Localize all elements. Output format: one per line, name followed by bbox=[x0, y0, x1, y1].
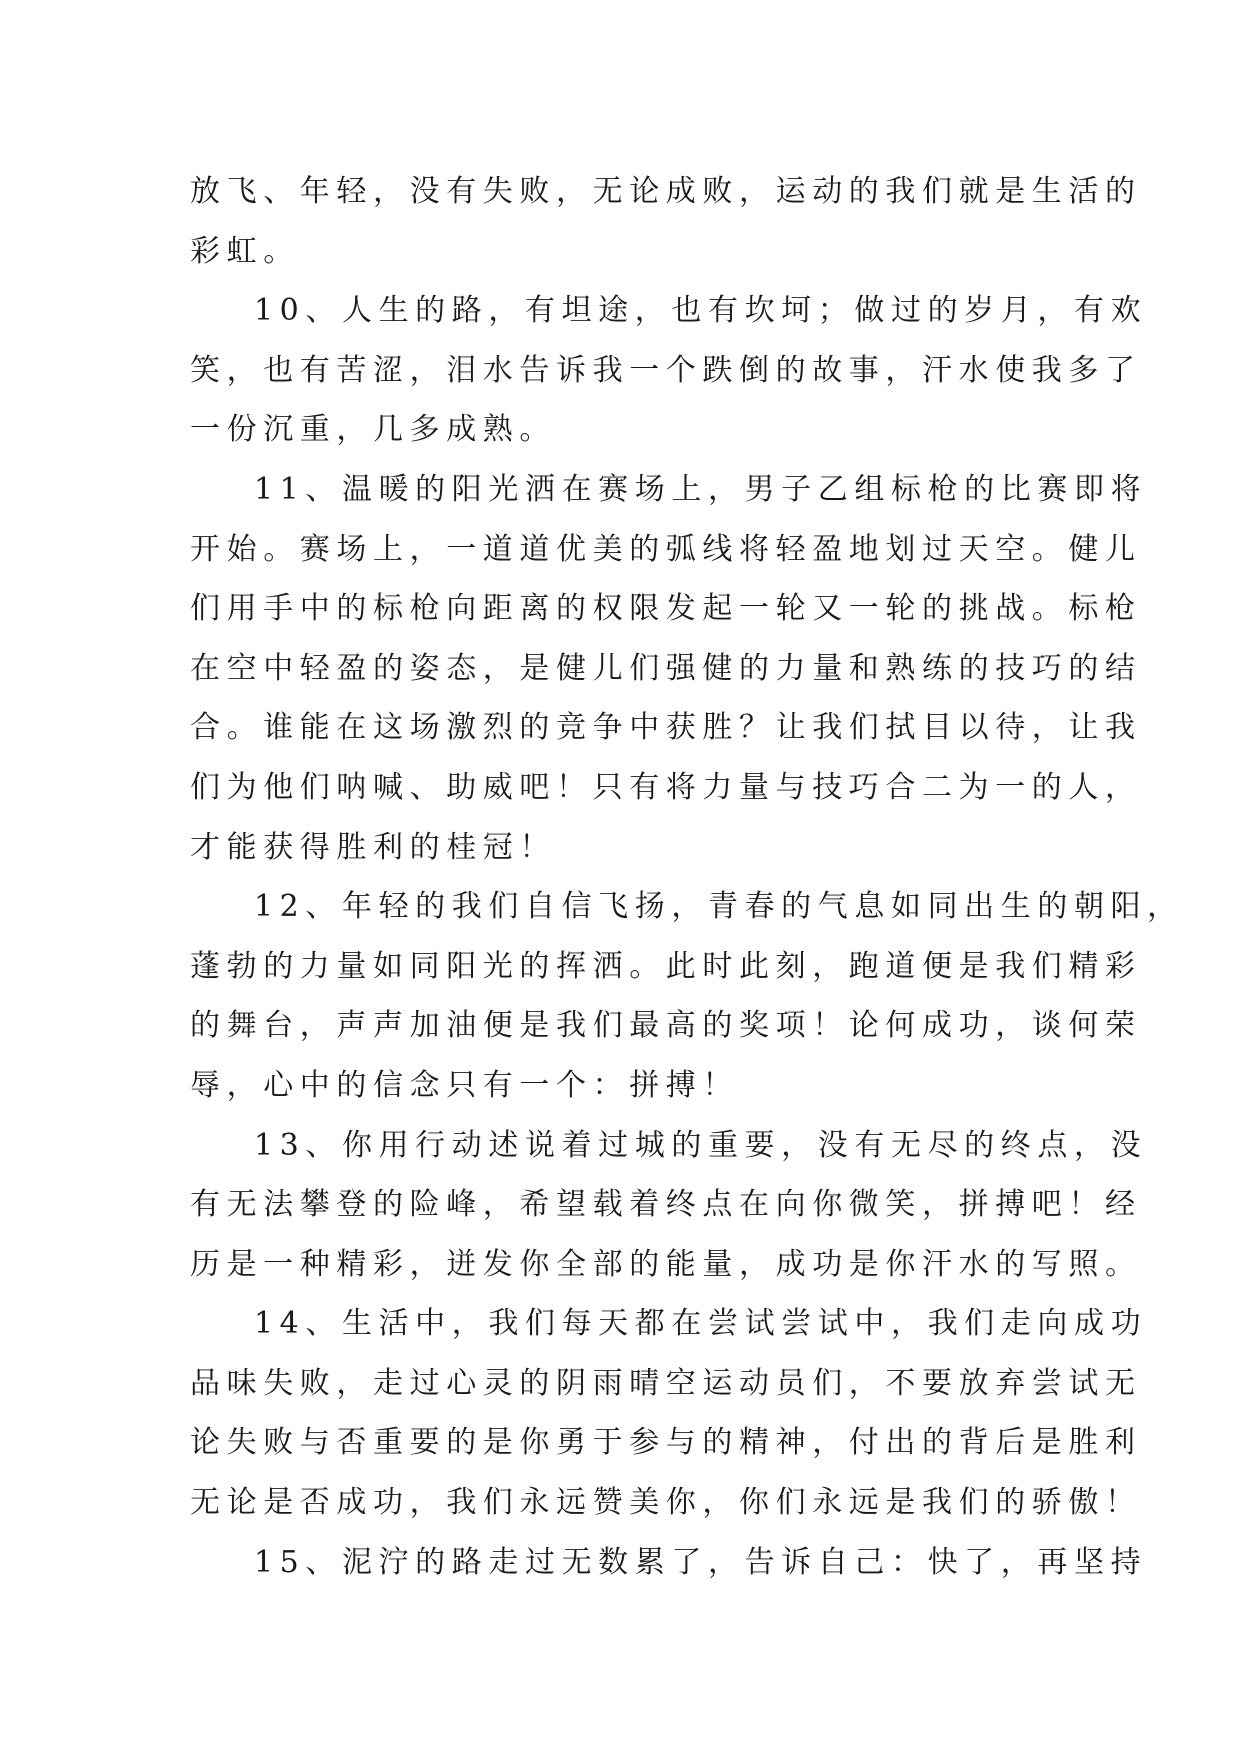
text-line: 辱，心中的信念只有一个：拼搏！ bbox=[190, 1067, 739, 1103]
text-line: 彩虹。 bbox=[190, 233, 300, 269]
text-line: 笑，也有苦涩，泪水告诉我一个跌倒的故事，汗水使我多了 bbox=[190, 352, 1142, 388]
text-line-item-11: 11、温暖的阳光洒在赛场上，男子乙组标枪的比赛即将 bbox=[254, 471, 1148, 507]
text-line: 合。谁能在这场激烈的竞争中获胜？让我们拭目以待，让我 bbox=[190, 710, 1142, 746]
text-line-item-14: 14、生活中，我们每天都在尝试尝试中，我们走向成功 bbox=[254, 1306, 1148, 1342]
text-line: 无论是否成功，我们永远赞美你，你们永远是我们的骄傲！ bbox=[190, 1485, 1142, 1521]
text-line: 论失败与否重要的是你勇于参与的精神，付出的背后是胜利 bbox=[190, 1425, 1142, 1461]
text-line: 一份沉重，几多成熟。 bbox=[190, 412, 556, 448]
text-line: 开始。赛场上，一道道优美的弧线将轻盈地划过天空。健儿 bbox=[190, 531, 1142, 567]
text-line: 历是一种精彩，迸发你全部的能量，成功是你汗水的写照。 bbox=[190, 1246, 1142, 1282]
text-line: 放飞、年轻，没有失败，无论成败，运动的我们就是生活的 bbox=[190, 174, 1142, 209]
text-line-item-15: 15、泥泞的路走过无数累了，告诉自己：快了，再坚持 bbox=[254, 1544, 1148, 1580]
text-line-item-12: 12、年轻的我们自信飞扬，青春的气息如同出生的朝阳， bbox=[254, 889, 1184, 925]
text-line-item-13: 13、你用行动述说着过城的重要，没有无尽的终点，没 bbox=[254, 1127, 1148, 1163]
text-line: 才能获得胜利的桂冠！ bbox=[190, 829, 556, 865]
text-line: 的舞台，声声加油便是我们最高的奖项！论何成功，谈何荣 bbox=[190, 1008, 1142, 1044]
text-line-item-10: 10、人生的路，有坦途，也有坎坷；做过的岁月，有欢 bbox=[254, 293, 1148, 329]
text-line: 有无法攀登的险峰，希望载着终点在向你微笑，拼搏吧！经 bbox=[190, 1187, 1142, 1223]
text-line: 在空中轻盈的姿态，是健儿们强健的力量和熟练的技巧的结 bbox=[190, 650, 1142, 686]
text-line: 蓬勃的力量如同阳光的挥洒。此时此刻，跑道便是我们精彩 bbox=[190, 948, 1142, 984]
text-line: 们为他们呐喊、助威吧！只有将力量与技巧合二为一的人， bbox=[190, 769, 1142, 805]
text-line: 品味失败，走过心灵的阴雨晴空运动员们，不要放弃尝试无 bbox=[190, 1365, 1142, 1401]
document-body bbox=[190, 162, 1184, 1592]
text-line: 们用手中的标枪向距离的权限发起一轮又一轮的挑战。标枪 bbox=[190, 591, 1142, 627]
